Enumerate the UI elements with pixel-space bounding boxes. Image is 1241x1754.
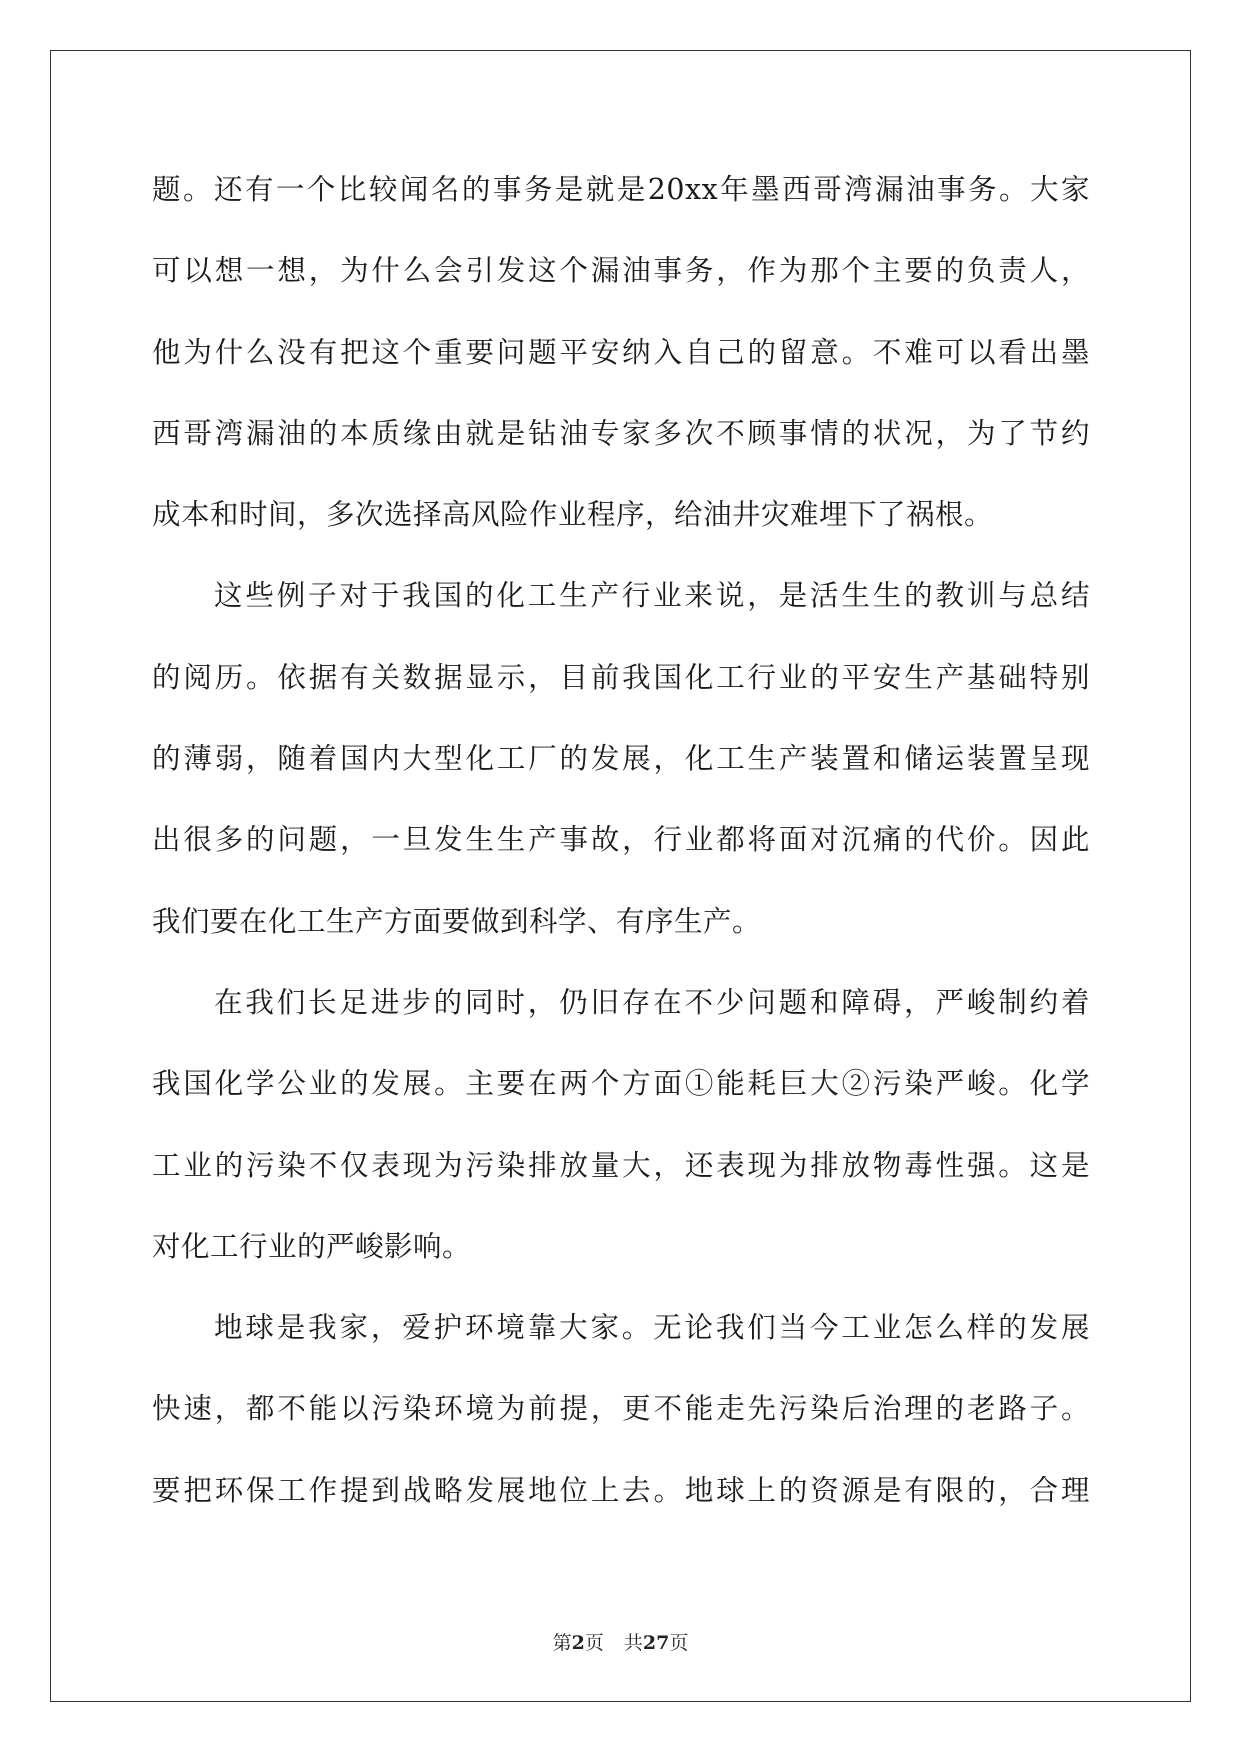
text-line: 工业的污染不仅表现为污染排放量大，还表现为排放物毒性强。这是: [152, 1148, 1090, 1182]
text-line: 我们要在化工生产方面要做到科学、有序生产。: [152, 904, 762, 938]
page-current: 2: [571, 1632, 585, 1654]
total-unit: 页: [669, 1632, 689, 1654]
paragraph: [152, 569, 1090, 975]
paragraph: [152, 1301, 1090, 1545]
text-line: 他为什么没有把这个重要问题平安纳入自己的留意。不难可以看出墨: [152, 335, 1090, 369]
text-line: 出很多的问题，一旦发生生产事故，行业都将面对沉痛的代价。因此: [152, 823, 1090, 857]
text-line: 的薄弱，随着国内大型化工厂的发展，化工生产装置和储运装置呈现: [152, 742, 1090, 776]
page-unit: 页: [584, 1632, 604, 1654]
page-total: 27: [642, 1632, 670, 1654]
text-line: 地球是我家，爱护环境靠大家。无论我们当今工业怎么样的发展: [214, 1311, 1090, 1345]
text-line: 成本和时间，多次选择高风险作业程序，给油井灾难埋下了祸根。: [152, 498, 994, 532]
document-body: [152, 163, 1090, 1545]
paragraph: [152, 163, 1090, 569]
page-prefix: 第: [552, 1632, 572, 1654]
total-prefix: 共: [623, 1632, 643, 1654]
text-line: 我国化学公业的发展。主要在两个方面①能耗巨大②污染严峻。化学: [152, 1067, 1090, 1101]
text-line: 可以想一想，为什么会引发这个漏油事务，作为那个主要的负责人，: [152, 254, 1090, 288]
page-footer: [0, 1628, 1241, 1655]
text-line: 对化工行业的严峻影响。: [152, 1229, 472, 1263]
paragraph: [152, 976, 1090, 1301]
text-line: 的阅历。依据有关数据显示，目前我国化工行业的平安生产基础特别: [152, 660, 1090, 694]
text-line: 在我们长足进步的同时，仍旧存在不少问题和障碍，严峻制约着: [214, 985, 1090, 1019]
text-line: 题。还有一个比较闻名的事务是就是20xx年墨西哥湾漏油事务。大家: [152, 173, 1090, 206]
text-line: 西哥湾漏油的本质缘由就是钻油专家多次不顾事情的状况，为了节约: [152, 416, 1090, 450]
text-line: 这些例子对于我国的化工生产行业来说，是活生生的教训与总结: [214, 579, 1090, 613]
text-line: 快速，都不能以污染环境为前提，更不能走先污染后治理的老路子。: [152, 1392, 1090, 1426]
text-line: 要把环保工作提到战略发展地位上去。地球上的资源是有限的，合理: [152, 1473, 1090, 1507]
